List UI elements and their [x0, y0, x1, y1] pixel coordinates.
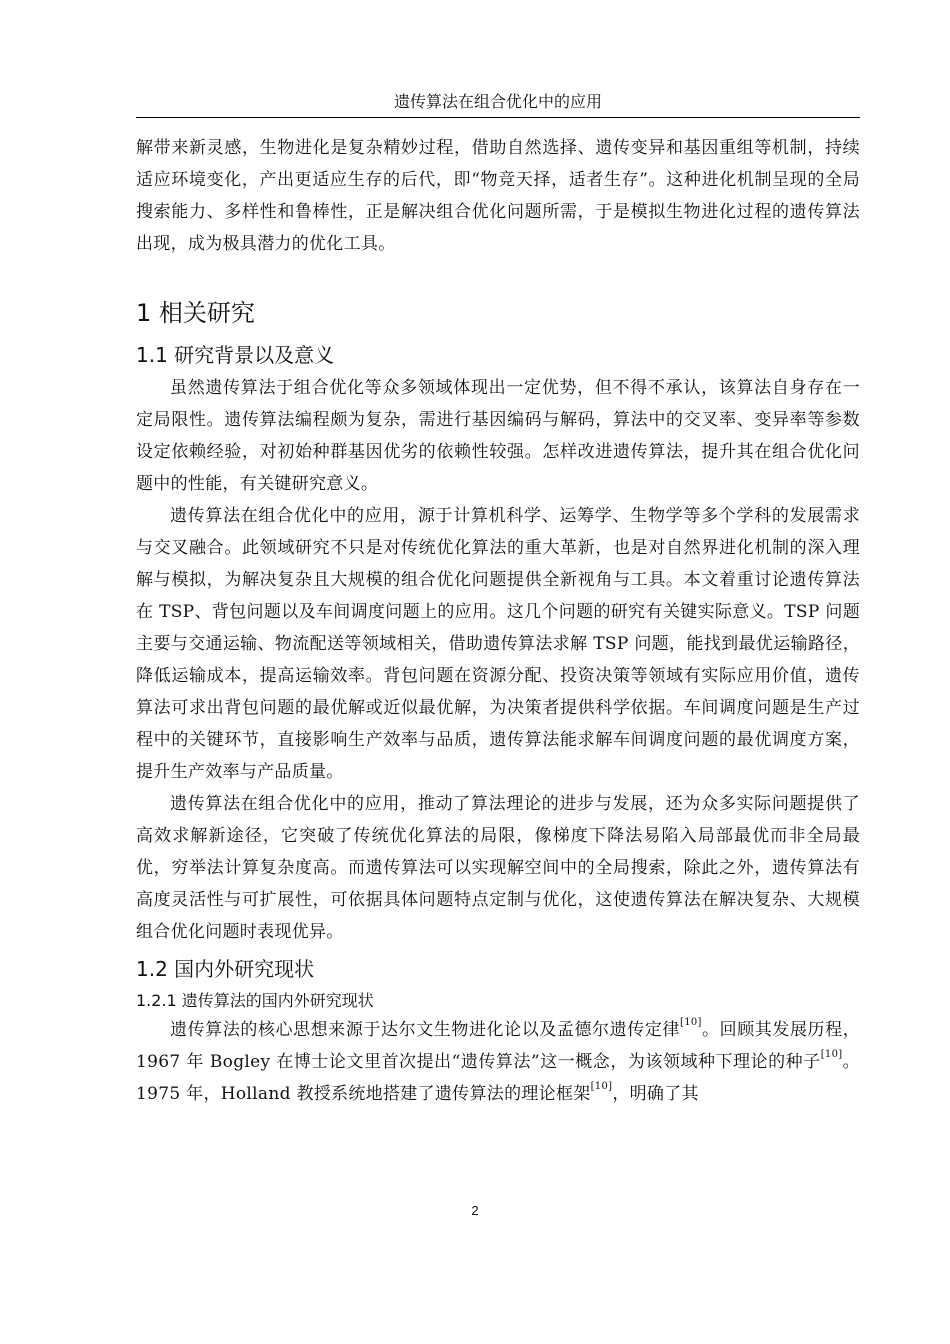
paragraph-4-text-3: 。1975 年，Holland 教授系统地搭建了遗传算法的理论框架 — [136, 1052, 860, 1104]
paragraph-1: 虽然遗传算法于组合优化等众多领域体现出一定优势，但不得不承认，该算法自身存在一定局限性。遗传算法编程颇为复杂，需进行基因编码与解码，算法中的交叉率、变异率等参数设定依赖经验，对初始种群基因优劣的依赖性较强。怎样改进遗传算法，提升其在组合优化问题中的性能，有关键研究意义。 — [136, 378, 860, 494]
citation-ref: [10] — [680, 1017, 702, 1028]
subsection-heading-1-2: 1.2 国内外研究现状 — [136, 957, 315, 981]
paragraph-4-text-4: ，明确了其 — [612, 1084, 699, 1104]
intro-paragraph: 解带来新灵感，生物进化是复杂精妙过程，借助自然选择、遗传变异和基因重组等机制，持续适应环境变化，产出更适应生存的后代，即“物竞天择，适者生存”。这种进化机制呈现的全局搜索能力、多样性和鲁棒性，正是解决组合优化问题所需，于是模拟生物进化过程的遗传算法出现，成为极具潜力的优化工具。 — [136, 138, 860, 254]
paragraph-4-text-1: 遗传算法的核心思想来源于达尔文生物进化论以及孟德尔遗传定律 — [170, 1020, 680, 1040]
page-body — [136, 132, 860, 1110]
citation-ref: [10] — [820, 1049, 843, 1060]
subsubsection-heading-1-2-1: 1.2.1 遗传算法的国内外研究现状 — [136, 991, 374, 1010]
subsection-heading-1-1: 1.1 研究背景以及意义 — [136, 343, 335, 367]
section-heading: 1 相关研究 — [136, 299, 255, 327]
running-header: 遗传算法在组合优化中的应用 — [393, 92, 602, 111]
paragraph-3: 遗传算法在组合优化中的应用，推动了算法理论的进步与发展，还为众多实际问题提供了高效求解新途径，它突破了传统优化算法的局限，像梯度下降法易陷入局部最优而非全局最优，穷举法计算复杂度高。而遗传算法可以实现解空间中的全局搜索，除此之外，遗传算法有高度灵活性与可扩展性，可依据具体问题特点定制与优化，这使遗传算法在解决复杂、大规模组合优化问题时表现优异。 — [136, 794, 860, 942]
citation-ref: [10] — [590, 1081, 613, 1092]
paragraph-4 — [136, 1014, 860, 1110]
page-number: 2 — [471, 1203, 479, 1218]
paragraph-4-text-2: 。回顾其发展历程，1967 年 Bogley 在博士论文里首次提出“遗传算法”这一概念，为该领域种下理论的种子 — [136, 1020, 861, 1072]
paragraph-2: 遗传算法在组合优化中的应用，源于计算机科学、运筹学、生物学等多个学科的发展需求与交叉融合。此领域研究不只是对传统优化算法的重大革新，也是对自然界进化机制的深入理解与模拟，为解决复杂且大规模的组合优化问题提供全新视角与工具。本文着重讨论遗传算法在 TSP、背包问题以及车间调度问题上的应用。这几个问题的研究有关键实际意义。TSP 问题主要与交通运输、物流配送等领域相关，借助遗传算法求解 TSP 问题，能找到最优运输路径，降低运输成本，提高运输效率。背包问题在资源分配、投资决策等领域有实际应用价值，遗传算法可求出背包问题的最优解或近似最优解，为决策者提供科学依据。车间调度问题是生产过程中的关键环节，直接影响生产效率与品质，遗传算法能求解车间调度问题的最优调度方案，提升生产效率与产品质量。 — [136, 506, 860, 782]
header-rule — [136, 117, 860, 118]
